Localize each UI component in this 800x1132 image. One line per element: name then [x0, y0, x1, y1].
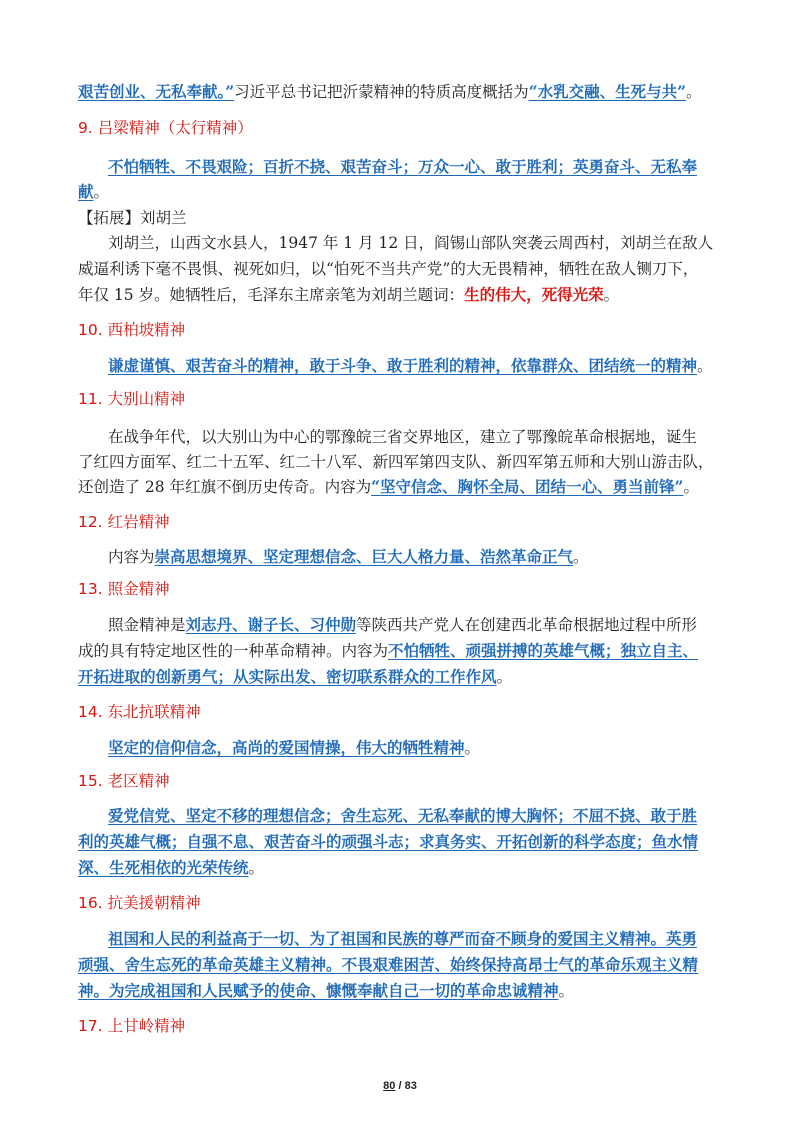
body-text: 威逼利诱下毫不畏惧、视死如归，以“怕死不当共产党”的大无畏精神，牺牲在敌人铡刀下， [78, 260, 699, 278]
section-heading-14: 14. 东北抗联精神 [78, 703, 201, 721]
section-heading-16: 16. 抗美援朝精神 [78, 894, 201, 912]
section-heading-12: 12. 红岩精神 [78, 513, 170, 531]
section-heading-15: 15. 老区精神 [78, 772, 170, 790]
highlight-text: 坚定的信仰信念，高尚的爱国情操，伟大的牺牲精神 [108, 738, 465, 757]
text-line [78, 858, 722, 878]
section-heading-9: 9. 吕梁精神（太行精神） [78, 119, 253, 137]
highlight-text: 不怕牺牲、顽强拼搏的英雄气概；独立自主、 [388, 641, 699, 660]
text-line [78, 477, 722, 497]
highlight-text: 顽强、舍生忘死的革命英雄主义精神。不畏艰难困苦、始终保持高昂士气的革命乐观主义精 [78, 955, 699, 974]
text-line [78, 641, 722, 661]
highlight-text: 刘志丹、谢子长、习仲勋 [185, 615, 357, 634]
body-text: 照金精神是 [108, 616, 186, 634]
body-text: 。 [464, 739, 481, 757]
body-text: 了红四方面军、红二十五军、红二十八军、新四军第四支队、新四军第五师和大别山游击队， [78, 453, 714, 471]
text-line [108, 157, 722, 177]
text-line [108, 547, 722, 567]
text-line [108, 615, 722, 635]
body-text: 内容为 [108, 548, 155, 566]
body-text: 。 [248, 859, 265, 877]
highlight-text: 利的英雄气概；自强不息、艰苦奋斗的顽强斗志；求真务实、开拓创新的科学态度；鱼水情 [78, 832, 699, 851]
section-heading-11: 11. 大别山精神 [78, 390, 186, 408]
highlight-text: “坚守信念、胸怀全局、团结一心、勇当前锋” [371, 477, 684, 496]
text-line [78, 955, 722, 975]
text-line [78, 981, 722, 1001]
text-line [78, 832, 722, 852]
text-line [78, 82, 722, 102]
highlight-text: 不怕牺牲、不畏艰险；百折不挠、艰苦奋斗；万众一心、敢于胜利；英勇奋斗、无私奉 [108, 157, 698, 176]
highlight-text: 深、生死相依的光荣传统 [78, 858, 249, 877]
body-text: 还创造了 28 年红旗不倒历史传奇。内容为 [78, 478, 372, 496]
body-text: 。 [603, 286, 620, 304]
body-text: 等陕西共产党人在创建西北革命根据地过程中所形 [356, 616, 698, 634]
current-page: 80 [383, 1080, 396, 1092]
section-heading-13: 13. 照金精神 [78, 580, 170, 598]
quote-text: 生的伟大，死得光荣 [464, 285, 604, 304]
text-line [78, 285, 722, 305]
body-text: 。 [558, 982, 575, 1000]
highlight-text: 谦虚谨慎、艰苦奋斗的精神，敢于斗争、敢于胜利的精神，依靠群众、团结统一的精神 [108, 356, 698, 375]
highlight-text: 开拓进取的创新勇气；从实际出发、密切联系群众的工作作风 [78, 667, 497, 686]
section-heading-17: 17. 上甘岭精神 [78, 1017, 186, 1035]
highlight-text: “水乳交融、生死与共” [528, 82, 687, 101]
total-pages: 83 [404, 1080, 417, 1092]
highlight-text: 艰苦创业、无私奉献。” [78, 82, 235, 101]
body-text: 习近平总书记把沂蒙精神的特质高度概括为 [234, 83, 529, 101]
body-text: 。 [697, 357, 713, 375]
body-text: 成的具有特定地区性的一种革命精神。内容为 [78, 642, 389, 660]
page-number [0, 1080, 800, 1092]
text-line [108, 356, 722, 376]
highlight-text: 献 [78, 182, 94, 201]
body-text: 年仅 15 岁。她牺牲后，毛泽东主席亲笔为刘胡兰题词： [78, 286, 465, 304]
body-text: 在战争年代，以大别山为中心的鄂豫皖三省交界地区，建立了鄂豫皖革命根据地，诞生 [108, 428, 698, 446]
text-line [108, 806, 722, 826]
body-text: 。 [683, 478, 699, 496]
body-text: 。 [573, 548, 589, 566]
page-separator: / [395, 1080, 405, 1092]
text-line [78, 182, 722, 202]
text-line [108, 929, 722, 949]
body-text: 。 [93, 183, 110, 201]
highlight-text: 神。为完成祖国和人民赋予的使命、慷慨奉献自己一切的革命忠诚精神 [78, 981, 559, 1000]
body-text: 。 [686, 83, 702, 101]
body-text: 。 [496, 668, 513, 686]
body-text: 刘胡兰，山西文水县人，1947 年 1 月 12 日，阎锡山部队突袭云周西村，刘胡兰在敌人 [108, 234, 714, 252]
extension-heading: 【拓展】刘胡兰 [78, 209, 187, 227]
text-line [78, 667, 722, 687]
text-line [108, 738, 722, 758]
highlight-text: 爱党信党、坚定不移的理想信念；舍生忘死、无私奉献的博大胸怀；不屈不挠、敢于胜 [108, 806, 698, 825]
highlight-text: 祖国和人民的利益高于一切、为了祖国和民族的尊严而奋不顾身的爱国主义精神。英勇 [108, 929, 698, 948]
highlight-text: 崇高思想境界、坚定理想信念、巨大人格力量、浩然革命正气 [154, 547, 574, 566]
section-heading-10: 10. 西柏坡精神 [78, 321, 186, 339]
